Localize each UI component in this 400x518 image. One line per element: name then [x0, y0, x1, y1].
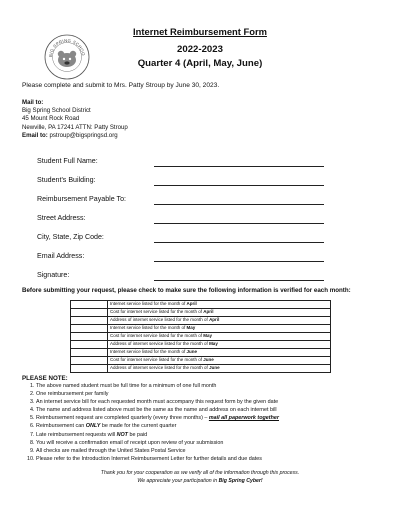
field-student-building: [37, 176, 337, 188]
address-line: Big Spring School District: [22, 107, 91, 115]
list-item: 9. All checks are mailed through the United States Postal Service: [36, 447, 400, 455]
field-label: Email Address:: [37, 252, 85, 260]
address-line: Newville, PA 17241 ATTN: Patty Stroup: [22, 123, 128, 131]
mailing-address: [22, 99, 128, 140]
email-address-line[interactable]: [154, 261, 324, 262]
checklist-item: Cost for internet service listed for the month of June: [108, 357, 331, 365]
list-item: 10. Please refer to the Introduction Internet Reimbursement Letter for further details and due dates: [36, 455, 400, 463]
list-item: 1. The above named student must be full time for a minimum of one full month: [36, 382, 400, 390]
checklist-item: Internet service listed for the month of May: [108, 325, 331, 333]
student-full-name-line[interactable]: [154, 166, 324, 167]
checklist-item: Cost for internet service listed for the month of May: [108, 333, 331, 341]
list-item: 6. Reimbursement can ONLY be made for the current quarter: [36, 422, 400, 430]
list-item: 5. Reimbursement request are completed quarterly (every three months) – mail all paperwork together: [36, 414, 400, 422]
field-label: Student's Building:: [37, 176, 96, 184]
field-reimbursement-payable-to: [37, 195, 337, 207]
field-street-address: [37, 214, 337, 226]
field-signature: [37, 271, 337, 283]
quarter-heading: Quarter 4 (April, May, June): [137, 58, 263, 69]
field-student-full-name: [37, 157, 337, 169]
mail-to-label: Mail to:: [22, 99, 44, 106]
school-year: 2022-2023: [177, 44, 223, 55]
field-label: Reimbursement Payable To:: [37, 195, 126, 203]
checkbox-cell[interactable]: [71, 365, 108, 373]
checkbox-cell[interactable]: [71, 357, 108, 365]
checklist-item: Cost for internet service listed for the month of April: [108, 309, 331, 317]
form-title: Internet Reimbursement Form: [133, 26, 267, 37]
checkbox-cell[interactable]: [71, 349, 108, 357]
submission-instructions: Please complete and submit to Mrs. Patty Stroup by June 30, 2023.: [22, 82, 220, 89]
list-item: 8. You will receive a confirmation email of receipt upon review of your submission: [36, 439, 400, 447]
signature-line[interactable]: [154, 280, 324, 281]
verification-checklist: [70, 300, 331, 373]
checklist-item: Address of internet service listed for the month of June: [108, 365, 331, 373]
student-building-line[interactable]: [154, 185, 324, 186]
field-city-state-zip: [37, 233, 337, 245]
street-address-line[interactable]: [154, 223, 324, 224]
checklist-instructions: Before submitting your request, please check to make sure the following information is verified for each month:: [22, 287, 351, 294]
field-label: City, State, Zip Code:: [37, 233, 104, 241]
list-item: 4. The name and address listed above must be the same as the name and address on each internet bill: [36, 406, 400, 414]
checkbox-cell[interactable]: [71, 309, 108, 317]
list-item: 3. An internet service bill for each requested month must accompany this request form by the given date: [36, 398, 400, 406]
table-row: [71, 317, 331, 325]
reimbursement-payable-to-line[interactable]: [154, 204, 324, 205]
table-row: [71, 349, 331, 357]
address-line: 45 Mount Rock Road: [22, 115, 80, 123]
checkbox-cell[interactable]: [71, 341, 108, 349]
thank-you-message: [0, 469, 400, 485]
district-seal-icon: [44, 34, 90, 80]
contact-email: pstroup@bigspringsd.org: [49, 131, 118, 139]
city-state-zip-line[interactable]: [154, 242, 324, 243]
list-item: 2. One reimbursement per family: [36, 390, 400, 398]
notes-heading: PLEASE NOTE:: [22, 375, 68, 382]
list-item: 7. Late reimbursement requests will NOT be paid: [36, 431, 400, 439]
email-line: [22, 132, 128, 140]
field-label: Student Full Name:: [37, 157, 98, 165]
table-row: [71, 333, 331, 341]
table-row: [71, 341, 331, 349]
checkbox-cell[interactable]: [71, 325, 108, 333]
svg-text:BIG SPRING SCHOOL DISTRICT: BIG SPRING SCHOO: [47, 37, 87, 58]
email-to-label: Email to:: [22, 131, 48, 139]
checkbox-cell[interactable]: [71, 333, 108, 341]
thank-you-line: We appreciate your participation in Big Spring Cyber!: [137, 478, 263, 484]
checkbox-cell[interactable]: [71, 317, 108, 325]
table-row: [71, 325, 331, 333]
field-label: Signature:: [37, 271, 70, 279]
checklist-item: Internet service listed for the month of April: [108, 301, 331, 309]
checklist-item: Address of internet service listed for the month of May: [108, 341, 331, 349]
checklist-item: Address of internet service listed for the month of April: [108, 317, 331, 325]
field-label: Street Address:: [37, 214, 86, 222]
table-row: [71, 301, 331, 309]
table-row: [71, 357, 331, 365]
table-row: [71, 309, 331, 317]
notes-list: [22, 382, 400, 463]
checklist-item: Internet service listed for the month of June: [108, 349, 331, 357]
thank-you-line: Thank you for your cooperation as we verify all of the information through this process.: [100, 470, 300, 476]
checkbox-cell[interactable]: [71, 301, 108, 309]
field-email-address: [37, 252, 337, 264]
table-row: [71, 365, 331, 373]
